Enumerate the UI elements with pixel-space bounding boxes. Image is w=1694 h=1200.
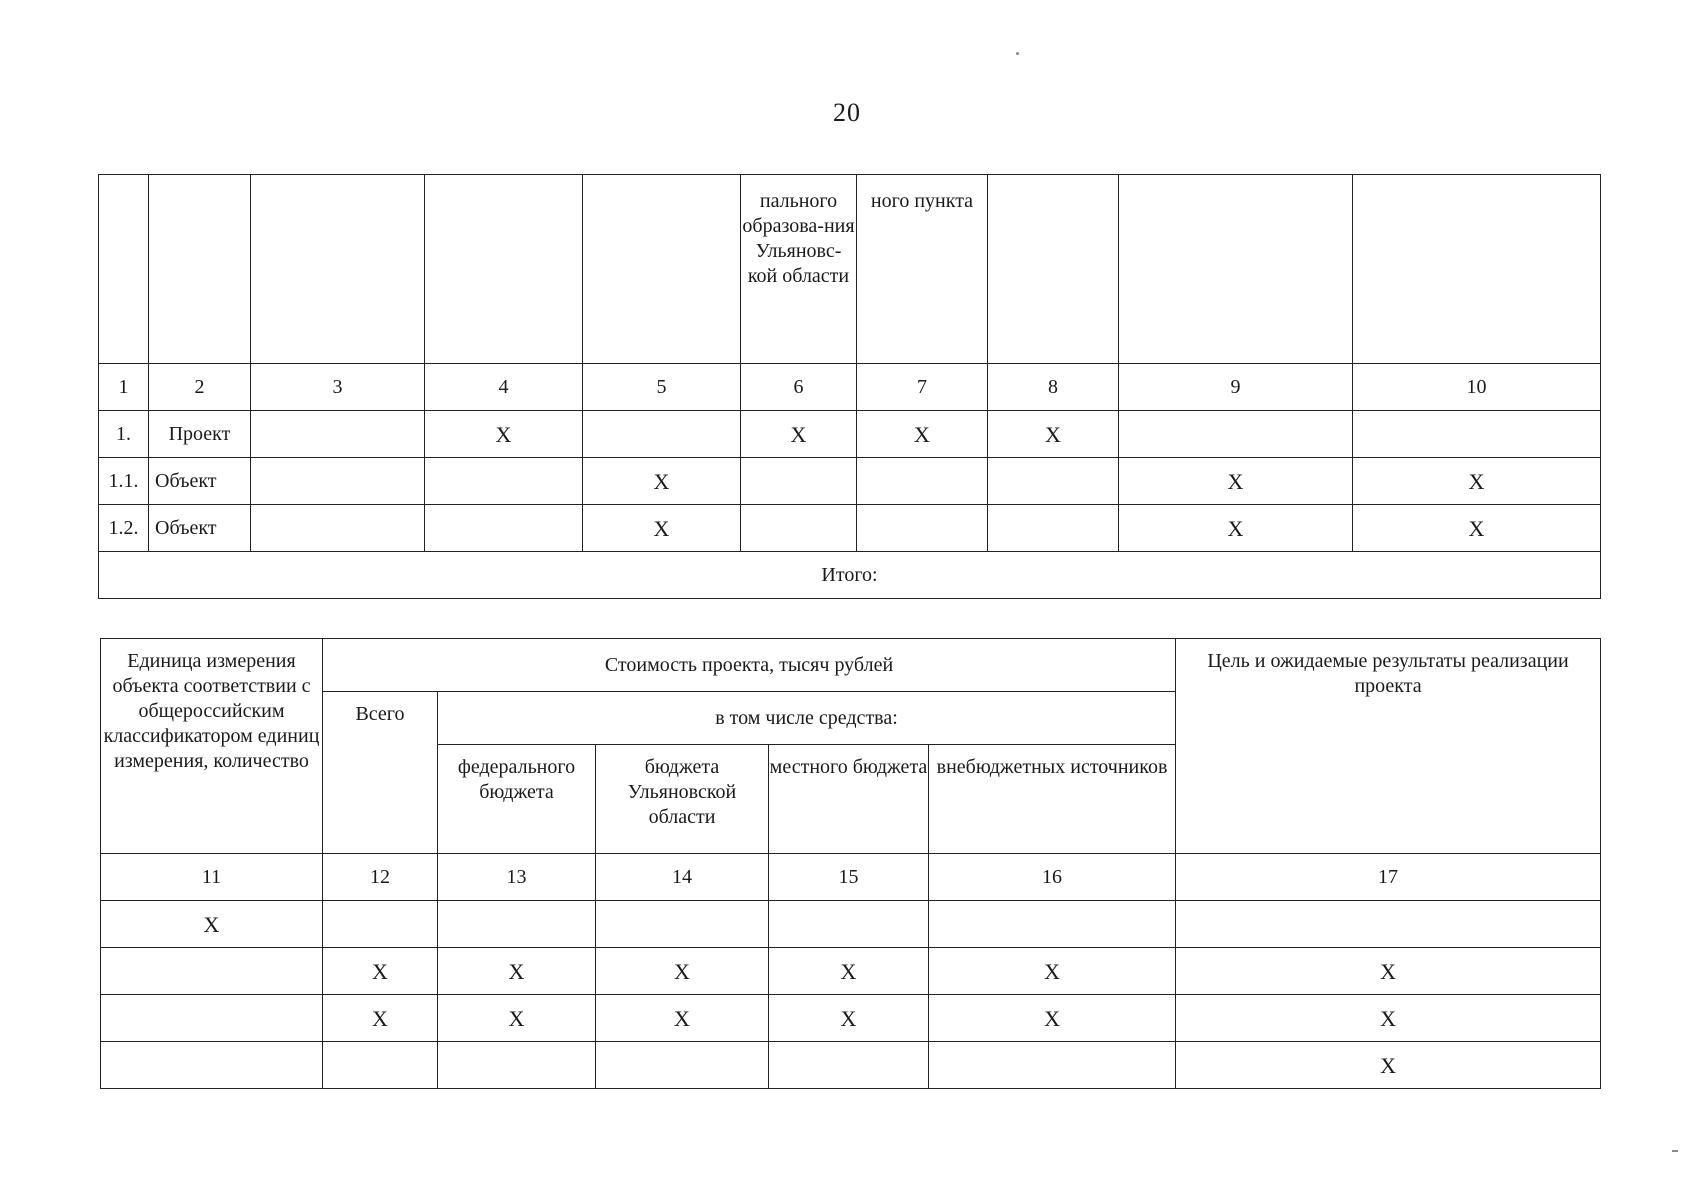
table-row (99, 505, 1601, 552)
header-cell (99, 175, 149, 364)
header-cell (988, 175, 1119, 364)
header-cost: Стоимость проекта, тысяч рублей (323, 639, 1176, 692)
row-name: Проект (149, 411, 251, 458)
row-name: Объект (149, 505, 251, 552)
header-federal: федерального бюджета (438, 745, 596, 854)
scan-speck (1672, 1150, 1678, 1152)
table-cell (251, 505, 425, 552)
table-cell: X (1176, 995, 1601, 1042)
header-cell (583, 175, 741, 364)
column-number: 8 (988, 364, 1119, 411)
table-cell (251, 458, 425, 505)
column-number: 5 (583, 364, 741, 411)
table-cell (101, 1042, 323, 1089)
table-cell (323, 901, 438, 948)
table-cell: X (1176, 1042, 1601, 1089)
table-cell: X (741, 411, 857, 458)
table-cell (596, 901, 769, 948)
table-cell: X (1119, 505, 1353, 552)
column-number: 6 (741, 364, 857, 411)
table-cell: X (929, 948, 1176, 995)
table-cell: X (1353, 458, 1601, 505)
table-row (101, 901, 1601, 948)
table-cell (425, 505, 583, 552)
total-row (99, 552, 1601, 599)
header-including: в том числе средства: (438, 692, 1176, 745)
column-number: 1 (99, 364, 149, 411)
table-row (101, 1042, 1601, 1089)
table-cell (929, 1042, 1176, 1089)
table-cell: X (596, 995, 769, 1042)
table-cell: X (988, 411, 1119, 458)
column-number: 9 (1119, 364, 1353, 411)
table-cell (741, 505, 857, 552)
table-row (99, 458, 1601, 505)
row-number: 1.2. (99, 505, 149, 552)
page-number: 20 (833, 98, 861, 127)
column-number: 16 (929, 854, 1176, 901)
total-label: Итого: (99, 552, 1601, 599)
header-regional: бюджета Ульяновской области (596, 745, 769, 854)
row-name: Объект (149, 458, 251, 505)
column-number: 7 (857, 364, 988, 411)
table-cell: X (583, 505, 741, 552)
row-number: 1. (99, 411, 149, 458)
column-number: 10 (1353, 364, 1601, 411)
table-cell: X (323, 995, 438, 1042)
table-cell (438, 1042, 596, 1089)
column-number: 12 (323, 854, 438, 901)
header-continuation-row (99, 175, 1601, 364)
header-local: местного бюджета (769, 745, 929, 854)
header-cell-col6: пального образова-ния Ульяновс-кой области (741, 175, 857, 364)
table-cell: X (583, 458, 741, 505)
table-cell (741, 458, 857, 505)
table-cell: X (323, 948, 438, 995)
table-cell: X (769, 995, 929, 1042)
table-cell (769, 1042, 929, 1089)
header-cell-col7: ного пункта (857, 175, 988, 364)
header-cell (1353, 175, 1601, 364)
header-row (101, 639, 1601, 692)
column-numbers-row (99, 364, 1601, 411)
table-cell: X (857, 411, 988, 458)
header-total: Всего (323, 692, 438, 854)
table-cell (929, 901, 1176, 948)
table-row (101, 948, 1601, 995)
project-objects-table (98, 174, 1601, 599)
table-cell (1353, 411, 1601, 458)
column-number: 13 (438, 854, 596, 901)
table-cell (101, 995, 323, 1042)
table-cell (101, 948, 323, 995)
column-number: 4 (425, 364, 583, 411)
row-number: 1.1. (99, 458, 149, 505)
table-row (99, 411, 1601, 458)
header-offbudget: внебюджетных источников (929, 745, 1176, 854)
table-cell: X (438, 995, 596, 1042)
header-cell (425, 175, 583, 364)
table-cell (1119, 411, 1353, 458)
table-cell (988, 505, 1119, 552)
table-cell (583, 411, 741, 458)
header-cell (251, 175, 425, 364)
table-cell: X (596, 948, 769, 995)
table-cell (251, 411, 425, 458)
table-cell: X (929, 995, 1176, 1042)
table-cell: X (1119, 458, 1353, 505)
table-cell (438, 901, 596, 948)
column-number: 3 (251, 364, 425, 411)
table-cell (769, 901, 929, 948)
table-cell: X (1353, 505, 1601, 552)
header-cell (149, 175, 251, 364)
table-cell: X (438, 948, 596, 995)
column-number: 11 (101, 854, 323, 901)
table-cell: X (769, 948, 929, 995)
table-cell: X (425, 411, 583, 458)
table-cell (596, 1042, 769, 1089)
column-number: 2 (149, 364, 251, 411)
scan-speck (1016, 52, 1019, 55)
table-cell: X (101, 901, 323, 948)
table-cell (323, 1042, 438, 1089)
column-number: 15 (769, 854, 929, 901)
column-number: 17 (1176, 854, 1601, 901)
table-row (101, 995, 1601, 1042)
header-cell (1119, 175, 1353, 364)
column-number: 14 (596, 854, 769, 901)
header-goal: Цель и ожидаемые результаты реализации проекта (1176, 639, 1601, 854)
project-cost-table (100, 638, 1601, 1089)
table-cell (857, 505, 988, 552)
table-cell (857, 458, 988, 505)
header-unit: Единица измерения объекта соответствии с общероссийским классификатором единиц измерения, количество (101, 639, 323, 854)
column-numbers-row (101, 854, 1601, 901)
table-cell (988, 458, 1119, 505)
table-cell (425, 458, 583, 505)
table-cell: X (1176, 948, 1601, 995)
table-cell (1176, 901, 1601, 948)
